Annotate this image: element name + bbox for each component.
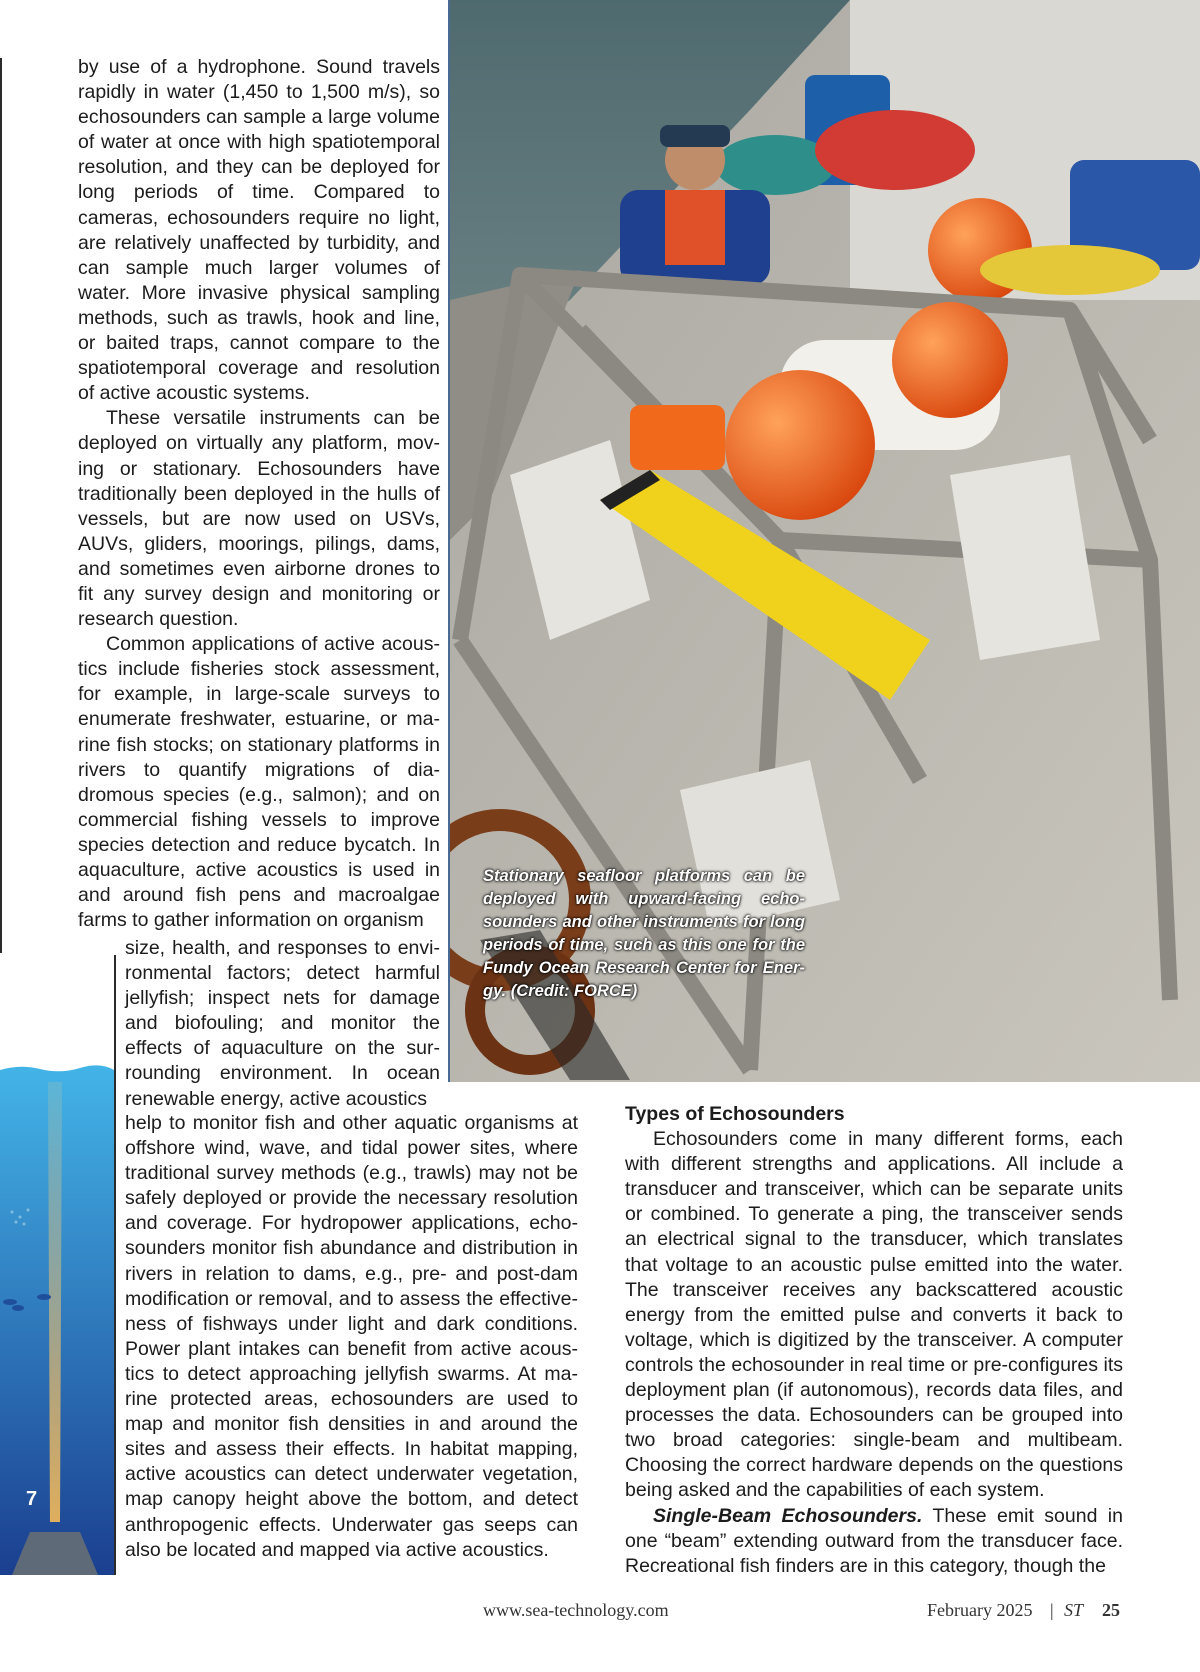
wrap-column [125, 936, 440, 1112]
paragraph-applications: Common applications of active acoustics include fisheries stock assessment, for example, in large-scale surveys to enumerate freshwater, estuarine, or marine fish stocks; on stationary platforms in rivers to quantify migrations of diadromous species (e.g., salmon); and on commercial fishing vessels to improve species detection and reduce bycatch. In aquaculture, active acoustics is used in and around fish pens and macroalgae farms to gather information on organism [78, 633, 440, 932]
paragraph-echosounder-types: Echosounders come in many different forms, each with different strengths and applications. All include a transducer and transceiver, which can be separate units or combined. To generate a ping, the transceiver sends an electrical signal to the transducer, which translates that voltage to an acoustic pulse emitted into the water. The transceiver receives any backscattered acoustic energy from the emitted pulse and converts it back to voltage, which is digitized by the transceiver. A computer controls the echosounder in real time or pre-configures its deployment plan (if autonomous), records data files, and processes the data. Echosounders can be grouped into two broad categories: single-beam and multibeam. Choosing the correct hardware depends on the questions being asked and the capabilities of each system. [625, 1128, 1123, 1502]
section-heading: Types of Echosounders [625, 1103, 845, 1125]
paragraph-platforms: These versatile instruments can be deployed on virtually any platform, moving or stationary. Echosounders have traditionally been deployed in the hulls of vessels, but are now used on USVs, AUVs, gliders, moorings, pilings, dams, and sometimes even airborne drones to fit any survey design and monitoring or research question. [78, 407, 440, 631]
paragraph-hydrophone: by use of a hydrophone. Sound travels rapidly in water (1,450 to 1,500 m/s), so echosounders can sample a large volume of water at once with high spatiotemporal resolution, and they can be deployed for long periods of time. Compared to cameras, echosounders require no light, are relatively unaffected by turbidity, and can sample much larger volumes of water. More invasive physical sampling methods, such as trawls, hook and line, or baited traps, cannot compare to the spatiotemporal coverage and resolution of active acoustic systems. [78, 56, 440, 405]
footer-separator: | [1050, 1600, 1054, 1620]
paragraph-single-beam [625, 1504, 1123, 1579]
inset-margin-rule [114, 955, 116, 1575]
graphic-number-label: 7 [26, 1488, 38, 1510]
water-column-graphic [0, 1062, 114, 1575]
footer-website-link[interactable]: www.sea-technology.com [483, 1600, 669, 1620]
left-column [78, 55, 440, 933]
single-beam-body: These emit sound in one “beam” extending outward from the transducer face. Recreational fish finders are in this category, though the [625, 1504, 1123, 1577]
footer-date: February 2025 [927, 1600, 1033, 1620]
right-column [625, 1102, 1123, 1579]
run-in-heading-single-beam: Single-Beam Echosounders. [653, 1504, 923, 1527]
footer-page-number: 25 [1102, 1600, 1120, 1620]
wide-column [125, 1111, 578, 1563]
left-margin-rule [0, 58, 2, 953]
paragraph-aquaculture-cont: size, health, and responses to environmental factors; detect harmful jellyfish; inspect nets for damage and biofouling; and monitor the effects of aquaculture on the surrounding environment. In ocean renewable energy, active acoustics [125, 937, 440, 1110]
photo-caption: Stationary seafloor platforms can be deployed with upward-facing echosounders and other instruments for long periods of time, such as this one for the Fundy Ocean Research Center for Energy. (Credit: FORCE) [483, 867, 805, 1000]
footer-magazine-abbrev: ST [1064, 1600, 1084, 1620]
echosounder-beam-illustration [0, 1062, 114, 1575]
paragraph-renewable-energy: help to monitor fish and other aquatic organisms at offshore wind, wave, and tidal power sites, where traditional survey methods (e.g., trawls) may not be safely deployed or provide the necessary resolution and coverage. For hydropower applications, echosounders monitor fish abundance and distribution in rivers in relation to dams, e.g., pre- and post-dam modification or removal, and to assess the effectiveness of fishways under light and dark conditions. Power plant intakes can benefit from active acoustics to detect approaching jellyfish swarms. At marine protected areas, echosounders are used to map and monitor fish densities in and around the sites and assess their effects. In habitat mapping, active acoustics can detect underwater vegetation, map canopy height above the bottom, and detect anthropogenic effects. Underwater gas seeps can also be located and mapped via active acoustics. [125, 1112, 578, 1561]
